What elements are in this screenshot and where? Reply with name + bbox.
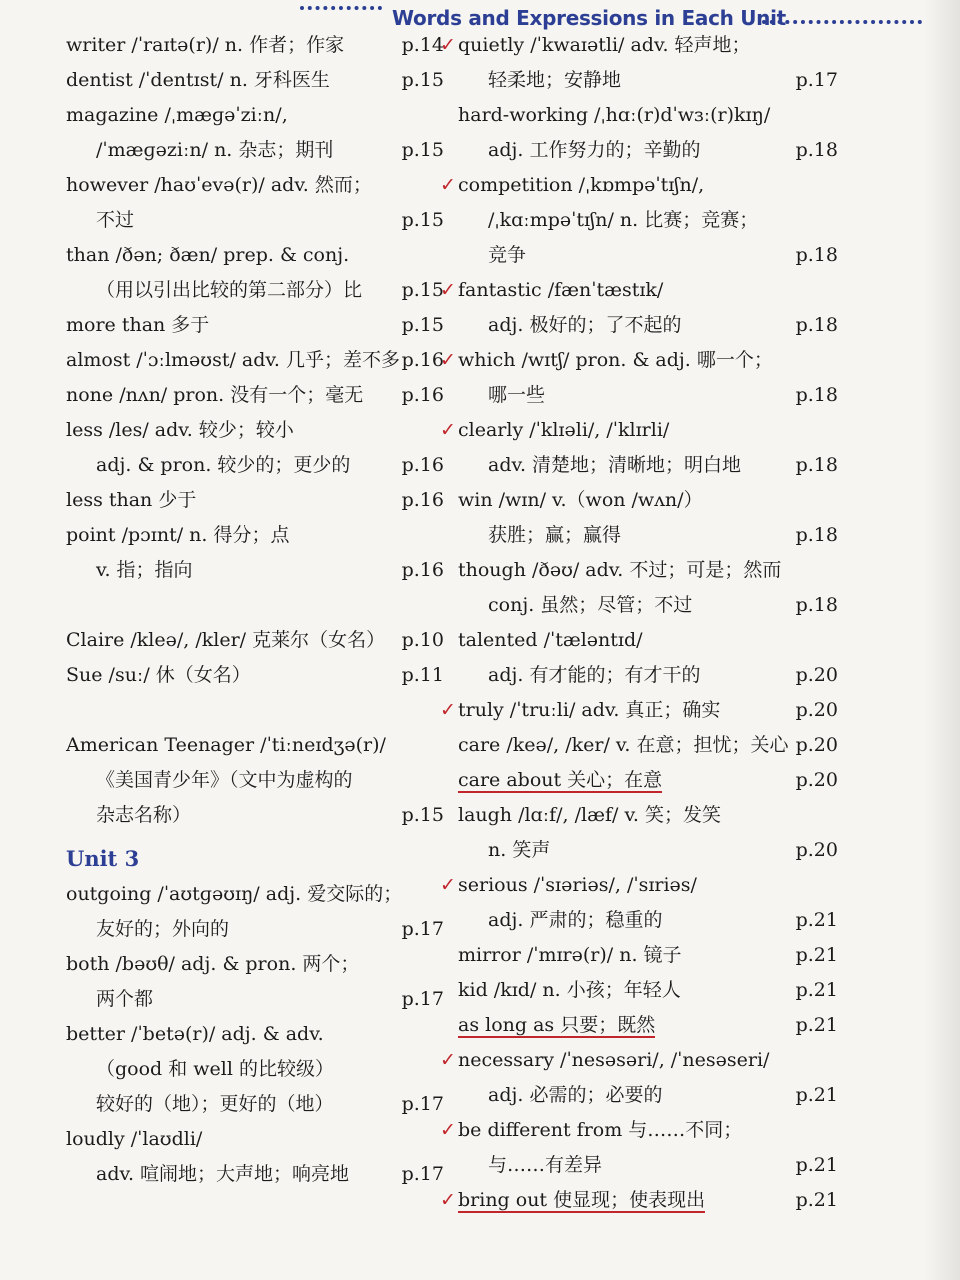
entry-continuation xyxy=(66,763,444,798)
entry-text: laugh /lɑːf/, /læf/ v. 笑；发笑 xyxy=(458,804,722,826)
entry-text: kid /kɪd/ n. 小孩；年轻人 xyxy=(458,979,681,1001)
entry-text: magazine /ˌmæɡəˈziːn/, xyxy=(66,104,288,126)
entry-headline xyxy=(440,1113,838,1148)
entry-headline xyxy=(66,623,444,658)
entry-headline xyxy=(66,98,444,133)
vocab-entry xyxy=(458,1008,838,1043)
entry-text: more than 多于 xyxy=(66,314,210,336)
entry-spacer xyxy=(66,588,444,623)
vocab-entry xyxy=(440,273,838,343)
entry-continuation xyxy=(458,658,838,693)
entry-continuation xyxy=(458,238,838,273)
entry-headline xyxy=(458,553,838,588)
entry-text: 杂志名称） xyxy=(96,804,192,826)
entry-text: hard-working /ˌhɑː(r)dˈwɜː(r)kɪŋ/ xyxy=(458,104,771,126)
entry-text: conj. 虽然；尽管；不过 xyxy=(488,594,693,616)
entry-headline xyxy=(66,308,444,343)
page-reference: p.11 xyxy=(401,664,444,686)
entry-text: which /wɪtʃ/ pron. & adj. 哪一个； xyxy=(458,349,773,371)
entry-text: though /ðəʊ/ adv. 不过；可是；然而 xyxy=(458,559,782,581)
page-reference: p.16 xyxy=(401,349,444,371)
entry-text: /ˈmæɡəziːn/ n. 杂志；期刊 xyxy=(96,139,334,161)
entry-continuation xyxy=(458,308,838,343)
entry-headline xyxy=(66,168,444,203)
header-dots-right xyxy=(762,20,922,24)
entry-text: care /keə/, /ker/ v. 在意；担忧；关心 xyxy=(458,734,789,756)
entry-headline xyxy=(440,1183,838,1218)
entry-continuation xyxy=(66,1087,444,1122)
red-checkmark-icon: ✓ xyxy=(440,349,456,371)
page-reference: p.16 xyxy=(401,384,444,406)
vocab-entry xyxy=(440,868,838,938)
entry-text: both /bəʊθ/ adj. & pron. 两个； xyxy=(66,953,360,975)
entry-text: Sue /suː/ 休（女名） xyxy=(66,664,251,686)
entry-continuation xyxy=(458,378,838,413)
entry-text: serious /ˈsɪəriəs/, /ˈsɪriəs/ xyxy=(458,874,697,896)
entry-headline xyxy=(458,728,838,763)
entry-continuation xyxy=(66,912,444,947)
entry-text: 较好的（地）；更好的（地） xyxy=(96,1093,334,1115)
entry-headline xyxy=(66,518,444,553)
page-reference: p.10 xyxy=(401,629,444,651)
entry-text: less /les/ adv. 较少；较小 xyxy=(66,419,294,441)
entry-continuation xyxy=(458,448,838,483)
entry-text: （用以引出比较的第二部分）比 xyxy=(96,279,363,301)
vocab-entry xyxy=(66,343,444,378)
entry-text: dentist /ˈdentɪst/ n. 牙科医生 xyxy=(66,69,330,91)
vocab-entry xyxy=(458,623,838,693)
vocab-entry xyxy=(440,693,838,728)
page-reference: p.21 xyxy=(795,909,838,931)
red-checkmark-icon: ✓ xyxy=(440,1049,456,1071)
entry-text: 《美国青少年》（文中为虚构的 xyxy=(96,769,353,791)
entry-continuation xyxy=(458,63,838,98)
page-reference: p.21 xyxy=(795,1084,838,1106)
page-reference: p.15 xyxy=(401,69,444,91)
page-reference: p.18 xyxy=(795,524,838,546)
vocab-entry xyxy=(440,28,838,98)
entry-text: loudly /ˈlaʊdli/ xyxy=(66,1128,203,1150)
red-checkmark-icon: ✓ xyxy=(440,699,456,721)
page-reference: p.16 xyxy=(401,454,444,476)
entry-continuation xyxy=(66,982,444,1017)
page-reference: p.15 xyxy=(401,139,444,161)
page-reference: p.18 xyxy=(795,594,838,616)
vocab-entry xyxy=(66,658,444,693)
entry-text: （good 和 well 的比较级） xyxy=(96,1058,334,1080)
entry-headline xyxy=(458,763,838,798)
entry-continuation xyxy=(66,273,444,308)
page-reference: p.15 xyxy=(401,314,444,336)
entry-text: bring out 使显现；使表现出 xyxy=(458,1189,706,1211)
entry-headline xyxy=(66,1122,444,1157)
entry-headline xyxy=(458,98,838,133)
vocab-entry xyxy=(458,798,838,868)
entry-text: less than 少于 xyxy=(66,489,197,511)
entry-headline xyxy=(66,63,444,98)
entry-continuation xyxy=(458,903,838,938)
entry-text: fantastic /fænˈtæstɪk/ xyxy=(458,279,664,301)
entry-text: outgoing /ˈaʊtɡəʊɪŋ/ adj. 爱交际的； xyxy=(66,883,403,905)
entry-text: almost /ˈɔːlməʊst/ adv. 几乎；差不多 xyxy=(66,349,400,371)
entry-text: however /haʊˈevə(r)/ adv. 然而； xyxy=(66,174,372,196)
entry-text: adv. 清楚地；清晰地；明白地 xyxy=(488,454,742,476)
vocab-entry xyxy=(66,877,444,947)
entry-text: care about 关心；在意 xyxy=(458,769,663,791)
entry-continuation xyxy=(66,1052,444,1087)
entry-text: 与……有差异 xyxy=(488,1154,603,1176)
entry-text: necessary /ˈnesəsəri/, /ˈnesəseri/ xyxy=(458,1049,770,1071)
entry-text: 轻柔地；安静地 xyxy=(488,69,622,91)
entry-headline xyxy=(440,868,838,903)
entry-headline xyxy=(66,877,444,912)
entry-headline xyxy=(66,343,444,378)
entry-headline xyxy=(440,1043,838,1078)
red-checkmark-icon: ✓ xyxy=(440,279,456,301)
vocab-entry xyxy=(66,98,444,168)
entry-continuation xyxy=(66,203,444,238)
entry-continuation xyxy=(66,553,444,588)
vocab-entry xyxy=(458,938,838,973)
red-checkmark-icon: ✓ xyxy=(440,34,456,56)
page-reference: p.16 xyxy=(401,559,444,581)
entry-text: win /wɪn/ v.（won /wʌn/） xyxy=(458,489,703,511)
page-reference: p.17 xyxy=(401,918,444,940)
entry-continuation xyxy=(458,518,838,553)
entry-continuation xyxy=(66,798,444,833)
entry-headline xyxy=(458,623,838,658)
entry-continuation xyxy=(458,1078,838,1113)
entry-headline xyxy=(440,168,838,203)
page-reference: p.20 xyxy=(795,734,838,756)
entry-text: clearly /ˈklɪəli/, /ˈklɪrli/ xyxy=(458,419,670,441)
entry-headline xyxy=(440,343,838,378)
left-column xyxy=(66,28,444,1192)
entry-text: 友好的；外向的 xyxy=(96,918,230,940)
entry-text: adj. 极好的；了不起的 xyxy=(488,314,682,336)
entry-continuation xyxy=(66,133,444,168)
vocab-entry xyxy=(66,378,444,413)
page-reference: p.14 xyxy=(401,34,444,56)
vocab-entry xyxy=(440,168,838,273)
unit-heading: Unit 3 xyxy=(66,846,140,871)
entry-text: adj. 严肃的；稳重的 xyxy=(488,909,663,931)
vocab-entry xyxy=(66,238,444,308)
entry-text: adj. & pron. 较少的；更少的 xyxy=(96,454,351,476)
entry-headline xyxy=(66,658,444,693)
page-reference: p.18 xyxy=(795,314,838,336)
entry-headline xyxy=(66,238,444,273)
entry-headline xyxy=(66,413,444,448)
entry-text: 竞争 xyxy=(488,244,527,266)
entry-headline xyxy=(458,973,838,1008)
header-title: Words and Expressions in Each Unit xyxy=(392,6,786,30)
entry-text: Claire /kleə/, /kler/ 克莱尔（女名） xyxy=(66,629,386,651)
right-column xyxy=(440,28,838,1218)
entry-spacer xyxy=(66,693,444,728)
entry-headline xyxy=(440,693,838,728)
page-reference: p.21 xyxy=(795,1189,838,1211)
vocab-entry xyxy=(66,63,444,98)
page-reference: p.20 xyxy=(795,699,838,721)
entry-text: competition /ˌkɒmpəˈtɪʃn/, xyxy=(458,174,705,196)
entry-continuation xyxy=(458,133,838,168)
entry-text: n. 笑声 xyxy=(488,839,551,861)
vocab-entry xyxy=(66,518,444,588)
vocab-entry xyxy=(66,947,444,1017)
vocab-entry xyxy=(66,413,444,483)
vocab-entry xyxy=(458,483,838,553)
page-reference: p.16 xyxy=(401,489,444,511)
entry-headline xyxy=(440,413,838,448)
page-edge-shadow xyxy=(924,0,960,1280)
entry-text: as long as 只要；既然 xyxy=(458,1014,656,1036)
entry-text: none /nʌn/ pron. 没有一个；毫无 xyxy=(66,384,364,406)
entry-text: mirror /ˈmɪrə(r)/ n. 镜子 xyxy=(458,944,682,966)
entry-continuation xyxy=(458,833,838,868)
entry-text: than /ðən; ðæn/ prep. & conj. xyxy=(66,244,350,266)
page-reference: p.21 xyxy=(795,979,838,1001)
page-reference: p.18 xyxy=(795,244,838,266)
entry-continuation xyxy=(458,588,838,623)
entry-text: point /pɔɪnt/ n. 得分；点 xyxy=(66,524,290,546)
vocab-entry xyxy=(458,98,838,168)
entry-continuation xyxy=(458,1148,838,1183)
entry-headline xyxy=(440,28,838,63)
entry-text: adj. 有才能的；有才干的 xyxy=(488,664,701,686)
page-reference: p.17 xyxy=(401,1093,444,1115)
vocab-entry xyxy=(66,28,444,63)
vocab-entry xyxy=(458,728,838,763)
entry-headline xyxy=(66,1017,444,1052)
page-reference: p.17 xyxy=(795,69,838,91)
entry-text: better /ˈbetə(r)/ adj. & adv. xyxy=(66,1023,324,1045)
vocab-entry xyxy=(66,623,444,658)
entry-text: adv. 喧闹地；大声地；响亮地 xyxy=(96,1163,350,1185)
entry-text: adj. 必需的；必要的 xyxy=(488,1084,663,1106)
page-reference: p.18 xyxy=(795,384,838,406)
entry-text: be different from 与……不同； xyxy=(458,1119,743,1141)
entry-text: 两个都 xyxy=(96,988,154,1010)
vocab-entry xyxy=(458,553,838,623)
entry-headline xyxy=(66,378,444,413)
entry-headline xyxy=(458,1008,838,1043)
page-reference: p.20 xyxy=(795,839,838,861)
page-reference: p.15 xyxy=(401,804,444,826)
vocab-entry xyxy=(66,1122,444,1192)
vocab-entry xyxy=(440,1183,838,1218)
entry-text: 不过 xyxy=(96,209,135,231)
entry-headline xyxy=(66,728,444,763)
vocab-entry xyxy=(66,483,444,518)
vocab-entry xyxy=(66,168,444,238)
entry-text: 哪一些 xyxy=(488,384,546,406)
page-reference: p.21 xyxy=(795,1154,838,1176)
entry-text: truly /ˈtruːli/ adv. 真正；确实 xyxy=(458,699,721,721)
red-checkmark-icon: ✓ xyxy=(440,1189,456,1211)
page-reference: p.17 xyxy=(401,1163,444,1185)
entry-headline xyxy=(458,938,838,973)
page-reference: p.15 xyxy=(401,209,444,231)
vocab-entry xyxy=(440,1113,838,1183)
entry-text: /ˌkɑːmpəˈtɪʃn/ n. 比赛；竞赛； xyxy=(488,209,759,231)
vocab-entry xyxy=(458,763,838,798)
entry-continuation xyxy=(458,203,838,238)
vocab-entry xyxy=(66,308,444,343)
page-reference: p.20 xyxy=(795,664,838,686)
entry-headline xyxy=(66,483,444,518)
red-checkmark-icon: ✓ xyxy=(440,874,456,896)
entry-text: 获胜；赢；赢得 xyxy=(488,524,622,546)
entry-headline xyxy=(458,798,838,833)
vocab-entry xyxy=(66,728,444,833)
red-checkmark-icon: ✓ xyxy=(440,1119,456,1141)
header-dots-left xyxy=(300,6,382,10)
page-reference: p.21 xyxy=(795,944,838,966)
entry-text: talented /ˈtæləntɪd/ xyxy=(458,629,643,651)
entry-continuation xyxy=(66,448,444,483)
entry-continuation xyxy=(66,1157,444,1192)
vocab-entry xyxy=(440,413,838,483)
red-checkmark-icon: ✓ xyxy=(440,419,456,441)
page-reference: p.18 xyxy=(795,454,838,476)
entry-headline xyxy=(66,947,444,982)
entry-text: quietly /ˈkwaɪətli/ adv. 轻声地； xyxy=(458,34,751,56)
vocab-entry xyxy=(440,1043,838,1113)
page-reference: p.15 xyxy=(401,279,444,301)
page-reference: p.21 xyxy=(795,1014,838,1036)
page-reference: p.20 xyxy=(795,769,838,791)
page-reference: p.18 xyxy=(795,139,838,161)
vocab-entry xyxy=(440,343,838,413)
red-checkmark-icon: ✓ xyxy=(440,174,456,196)
entry-headline xyxy=(458,483,838,518)
entry-text: v. 指；指向 xyxy=(96,559,193,581)
entry-text: adj. 工作努力的；辛勤的 xyxy=(488,139,701,161)
entry-text: American Teenager /ˈtiːneɪdʒə(r)/ xyxy=(66,734,386,756)
entry-headline xyxy=(66,28,444,63)
page-reference: p.17 xyxy=(401,988,444,1010)
entry-text: writer /ˈraɪtə(r)/ n. 作者；作家 xyxy=(66,34,345,56)
vocab-entry xyxy=(458,973,838,1008)
vocab-entry xyxy=(66,1017,444,1122)
entry-headline xyxy=(440,273,838,308)
